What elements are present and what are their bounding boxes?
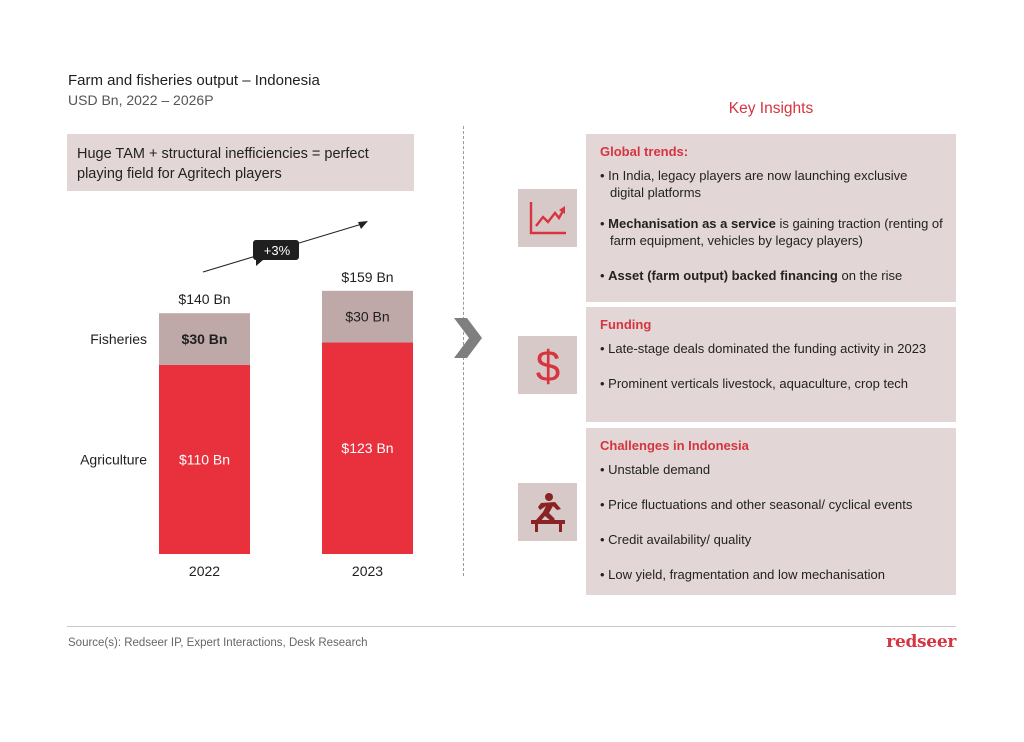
list-item: • Prominent verticals livestock, aquaculture, crop tech bbox=[600, 376, 909, 391]
data-label: $30 Bn bbox=[181, 331, 228, 347]
data-label: $123 Bn bbox=[341, 440, 394, 457]
data-label: $30 Bn bbox=[345, 308, 390, 325]
brand-logo: redseer bbox=[886, 632, 956, 652]
data-label: $110 Bn bbox=[178, 451, 231, 468]
dollar-icon bbox=[518, 336, 577, 394]
key-insights-title: Key Insights bbox=[728, 100, 814, 117]
growth-label: +3% bbox=[263, 243, 291, 258]
list-item: • Late-stage deals dominated the funding activity in 2023 bbox=[600, 341, 927, 356]
list-item: • Credit availability/ quality bbox=[600, 532, 752, 547]
list-item: • Low yield, fragmentation and low mechanisation bbox=[600, 567, 885, 582]
insight-panel-funding bbox=[586, 307, 956, 422]
total-label: $140 Bn bbox=[178, 291, 231, 308]
headline-callout: Huge TAM + structural inefficiencies = perfect playing field for Agritech players bbox=[67, 134, 414, 191]
list-item: • In India, legacy players are now launching exclusive digital platforms bbox=[600, 168, 908, 200]
legend-label-fisheries: Fisheries bbox=[90, 331, 147, 347]
total-label: $159 Bn bbox=[341, 268, 394, 285]
list-item: • Unstable demand bbox=[600, 462, 711, 477]
chevron-right-icon bbox=[454, 318, 484, 358]
list-item: • Mechanisation as a service is gaining traction (renting of farm equipment, vehicles by legacy players) bbox=[600, 216, 943, 248]
trend-chart-icon bbox=[518, 189, 577, 247]
insight-panel-global-trends bbox=[586, 134, 956, 302]
x-tick-label: 2023 bbox=[351, 563, 384, 579]
chart-title: Farm and fisheries output – Indonesia bbox=[68, 72, 320, 89]
list-item: • Asset (farm output) backed financing on the rise bbox=[600, 268, 903, 283]
panel-heading: Funding bbox=[600, 317, 652, 332]
hurdle-icon bbox=[518, 483, 577, 541]
stacked-bar-chart bbox=[0, 0, 460, 600]
svg-text:$: $ bbox=[535, 342, 560, 391]
legend-label-agriculture: Agriculture bbox=[80, 451, 147, 468]
chart-subtitle: USD Bn, 2022 – 2026P bbox=[68, 92, 214, 108]
arrow-head-icon bbox=[358, 221, 368, 229]
list-item: • Price fluctuations and other seasonal/ cyclical events bbox=[600, 497, 913, 512]
panel-heading: Challenges in Indonesia bbox=[600, 438, 749, 453]
source-note: Source(s): Redseer IP, Expert Interactions, Desk Research bbox=[68, 637, 368, 649]
footer-divider bbox=[67, 626, 956, 627]
growth-badge bbox=[253, 240, 299, 266]
insight-panel-challenges bbox=[586, 428, 956, 595]
x-tick-label: 2022 bbox=[188, 563, 221, 579]
panel-heading: Global trends: bbox=[600, 144, 689, 159]
